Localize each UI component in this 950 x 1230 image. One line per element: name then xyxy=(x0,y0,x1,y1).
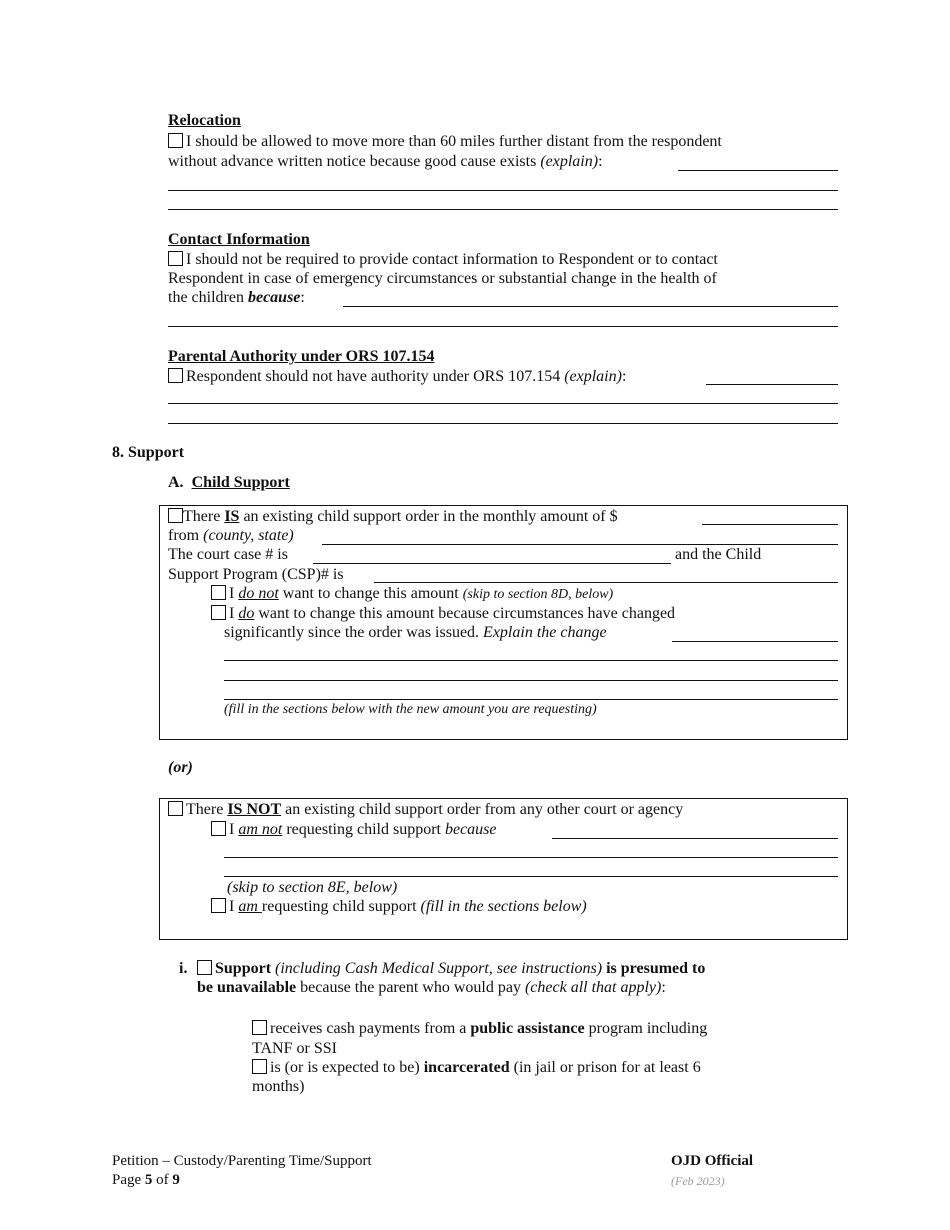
public-assistance-option: receives cash payments from a public assistance program including xyxy=(252,1019,707,1039)
contact-checkbox[interactable] xyxy=(168,251,183,266)
relocation-heading: Relocation xyxy=(168,112,241,129)
change-checkbox[interactable] xyxy=(211,605,226,620)
or-label: (or) xyxy=(168,759,193,776)
relocation-checkbox[interactable] xyxy=(168,133,183,148)
footer-page: Page 5 of 9 xyxy=(112,1172,180,1188)
parental-line1: Respondent should not have authority under ORS 107.154 (explain): xyxy=(168,367,626,387)
relocation-blank-1[interactable] xyxy=(678,170,838,171)
contact-line3: the children because: xyxy=(168,289,305,306)
not-requesting-checkbox[interactable] xyxy=(211,821,226,836)
public-assistance-line2: TANF or SSI xyxy=(252,1040,337,1057)
not-requesting-field-2[interactable] xyxy=(224,857,838,858)
parental-heading: Parental Authority under ORS 107.154 xyxy=(168,348,435,365)
contact-line1: I should not be required to provide contact information to Respondent or to contact xyxy=(168,250,718,270)
not-requesting-option: I am not requesting child support because xyxy=(211,820,497,840)
change-explain-field-2[interactable] xyxy=(224,660,838,661)
contact-blank-1[interactable] xyxy=(343,306,838,307)
requesting-option: I am requesting child support (fill in the sections below) xyxy=(211,897,587,917)
contact-blank-2[interactable] xyxy=(168,326,838,327)
change-explain-line: significantly since the order was issued. Explain the change xyxy=(224,624,607,641)
contact-line2: Respondent in case of emergency circumstances or substantial change in the health of xyxy=(168,270,717,287)
not-requesting-field-1[interactable] xyxy=(552,838,838,839)
incarcerated-line2: months) xyxy=(252,1078,305,1095)
item-i-number: i. xyxy=(179,960,188,977)
parental-blank-3[interactable] xyxy=(168,423,838,424)
relocation-blank-2[interactable] xyxy=(168,190,838,191)
incarcerated-option: is (or is expected to be) incarcerated (in jail or prison for at least 6 xyxy=(252,1058,701,1078)
item-i-line2: be unavailable because the parent who would pay (check all that apply): xyxy=(197,979,666,996)
existing-order-line1: There IS an existing child support order in the monthly amount of $ xyxy=(168,507,618,527)
change-option: I do want to change this amount because circumstances have changed xyxy=(211,604,675,624)
monthly-amount-field[interactable] xyxy=(702,524,838,525)
support-heading: 8. Support xyxy=(112,444,185,461)
court-case-label: The court case # is xyxy=(168,546,288,563)
footer-official: OJD Official xyxy=(671,1153,754,1169)
contact-heading: Contact Information xyxy=(168,231,310,248)
no-order-checkbox[interactable] xyxy=(168,801,183,816)
csp-label: Support Program (CSP)# is xyxy=(168,566,344,583)
relocation-line1: I should be allowed to move more than 60 miles further distant from the respondent xyxy=(168,132,722,152)
requesting-checkbox[interactable] xyxy=(211,898,226,913)
item-i-line1: Support (including Cash Medical Support, see instructions) is presumed to xyxy=(197,959,705,979)
court-case-field[interactable] xyxy=(313,563,671,564)
parental-blank-1[interactable] xyxy=(706,384,838,385)
public-assistance-checkbox[interactable] xyxy=(252,1020,267,1035)
change-explain-field-3[interactable] xyxy=(224,680,838,681)
parental-blank-2[interactable] xyxy=(168,403,838,404)
change-explain-field-1[interactable] xyxy=(672,641,838,642)
unavailable-checkbox[interactable] xyxy=(197,960,212,975)
incarcerated-checkbox[interactable] xyxy=(252,1059,267,1074)
child-support-subheading: A. Child Support xyxy=(168,474,290,491)
relocation-blank-3[interactable] xyxy=(168,209,838,210)
csp-field[interactable] xyxy=(374,582,838,583)
footer-title: Petition – Custody/Parenting Time/Support xyxy=(112,1153,372,1169)
new-amount-note: (fill in the sections below with the new amount you are requesting) xyxy=(224,702,597,717)
skip-8e-note: (skip to section 8E, below) xyxy=(227,879,398,896)
no-change-option: I do not want to change this amount (skip to section 8D, below) xyxy=(211,584,613,605)
not-requesting-field-3[interactable] xyxy=(224,876,838,877)
parental-checkbox[interactable] xyxy=(168,368,183,383)
relocation-line2: without advance written notice because good cause exists (explain): xyxy=(168,153,603,170)
existing-order-checkbox[interactable] xyxy=(168,508,183,523)
existing-order-line2: from (county, state) xyxy=(168,527,294,544)
no-order-line1: There IS NOT an existing child support order from any other court or agency xyxy=(168,800,683,820)
court-case-tail: and the Child xyxy=(675,546,762,563)
footer-date: (Feb 2023) xyxy=(671,1174,725,1188)
no-change-checkbox[interactable] xyxy=(211,585,226,600)
